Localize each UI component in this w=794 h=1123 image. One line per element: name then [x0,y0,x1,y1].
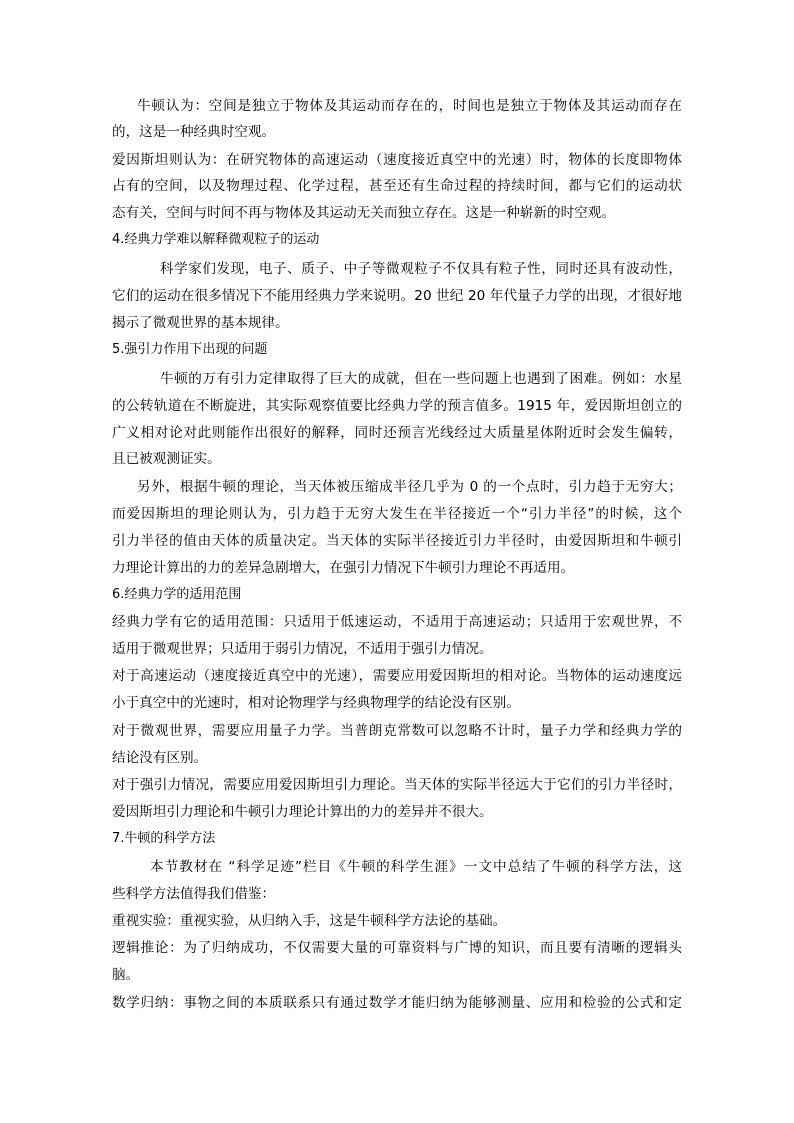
paragraph-gravity-radius-line-1: 另外，根据牛顿的理论，当天体被压缩成半径几乎为 0 的一个点时，引力趋于无穷大； [137,479,682,495]
paragraph-gravity-radius-line-2: 而爱因斯坦的理论则认为，引力趋于无穷大发生在半径接近一个“引力半径”的时候，这个 [112,506,682,522]
paragraph-einstein-spacetime-line-3: 态有关，空间与时间不再与物体及其运动无关而独立存在。这是一种崭新的时空观。 [112,205,615,221]
paragraph-strong-gravity-line-1: 牛顿的万有引力定律取得了巨大的成就，但在一些问题上也遇到了困难。例如：水星 [160,371,682,387]
paragraph-einstein-spacetime-line-2: 占有的空间，以及物理过程、化学过程，甚至还有生命过程的持续时间，都与它们的运动状 [112,178,682,194]
paragraph-newton-method-line-2: 些科学方法值得我们借鉴： [112,886,276,902]
paragraph-strong-gravity-line-4: 且已被观测证实。 [112,451,221,467]
section-heading-7: 7.牛顿的科学方法 [112,831,216,846]
paragraph-gravity-radius-line-4: 力理论计算出的力的差异急剧增大，在强引力情况下牛顿引力理论不再适用。 [112,560,575,576]
paragraph-strong-gravity-theory-line-2: 爱因斯坦引力理论和牛顿引力理论计算出的力的差异并不很大。 [112,804,493,820]
paragraph-micro-particles-line-1: 科学家们发现，电子、质子、中子等微观粒子不仅具有粒子性，同时还具有波动性， [160,261,682,277]
paragraph-newton-method-line-1: 本节教材在 “科学足迹”栏目《牛顿的科学生涯》一文中总结了牛顿的科学方法，这 [150,859,682,875]
section-heading-4: 4.经典力学难以解释微观粒子的运动 [112,232,320,247]
paragraph-strong-gravity-line-3: 广义相对论对此则能作出很好的解释，同时还预言光线经过大质量星体附近时会发生偏转， [112,425,682,441]
paragraph-math-line-1: 数学归纳：事物之间的本质联系只有通过数学才能归纳为能够测量、应用和检验的公式和定 [112,995,682,1011]
paragraph-scope-line-2: 适用于微观世界；只适用于弱引力情况，不适用于强引力情况。 [112,641,493,657]
paragraph-newton-spacetime-line-2: 的，这是一种经典时空观。 [112,124,276,140]
paragraph-gravity-radius-line-3: 引力半径的值由天体的质量决定。当天体的实际半径接近引力半径时，由爱因斯坦和牛顿引 [112,533,682,549]
paragraph-experiment: 重视实验：重视实验，从归纳入手，这是牛顿科学方法论的基础。 [112,913,507,929]
paragraph-strong-gravity-line-2: 的公转轨道在不断旋进，其实际观察值要比经典力学的预言值多。1915 年，爱因斯坦创立的 [112,398,682,414]
paragraph-high-speed-line-2: 小于真空中的光速时，相对论物理学与经典物理学的结论没有区别。 [112,695,520,711]
paragraph-scope-line-1: 经典力学有它的适用范围：只适用于低速运动，不适用于高速运动；只适用于宏观世界，不 [112,614,682,630]
paragraph-logic-line-1: 逻辑推论：为了归纳成功，不仅需要大量的可靠资料与广博的知识，而且要有清晰的逻辑头 [112,940,682,956]
paragraph-micro-world-line-1: 对于微观世界，需要应用量子力学。当普朗克常数可以忽略不计时，量子力学和经典力学的 [112,723,682,739]
section-heading-6: 6.经典力学的适用范围 [112,587,242,602]
paragraph-logic-line-2: 脑。 [112,967,140,983]
paragraph-high-speed-line-1: 对于高速运动（速度接近真空中的光速），需要应用爱因斯坦的相对论。当物体的运动速度远 [112,668,682,684]
paragraph-micro-particles-line-3: 揭示了微观世界的基本规律。 [112,315,289,331]
paragraph-micro-particles-line-2: 它们的运动在很多情况下不能用经典力学来说明。20 世纪 20 年代量子力学的出现，才很好地 [112,288,682,304]
paragraph-einstein-spacetime-line-1: 爱因斯坦则认为：在研究物体的高速运动（速度接近真空中的光速）时，物体的长度即物体 [112,152,682,168]
paragraph-newton-spacetime-line-1: 牛顿认为：空间是独立于物体及其运动而存在的，时间也是独立于物体及其运动而存在 [137,98,682,114]
paragraph-strong-gravity-theory-line-1: 对于强引力情况，需要应用爱因斯坦引力理论。当天体的实际半径远大于它们的引力半径时， [112,777,682,793]
paragraph-micro-world-line-2: 结论没有区别。 [112,750,208,766]
section-heading-5: 5.强引力作用下出现的问题 [112,342,268,357]
